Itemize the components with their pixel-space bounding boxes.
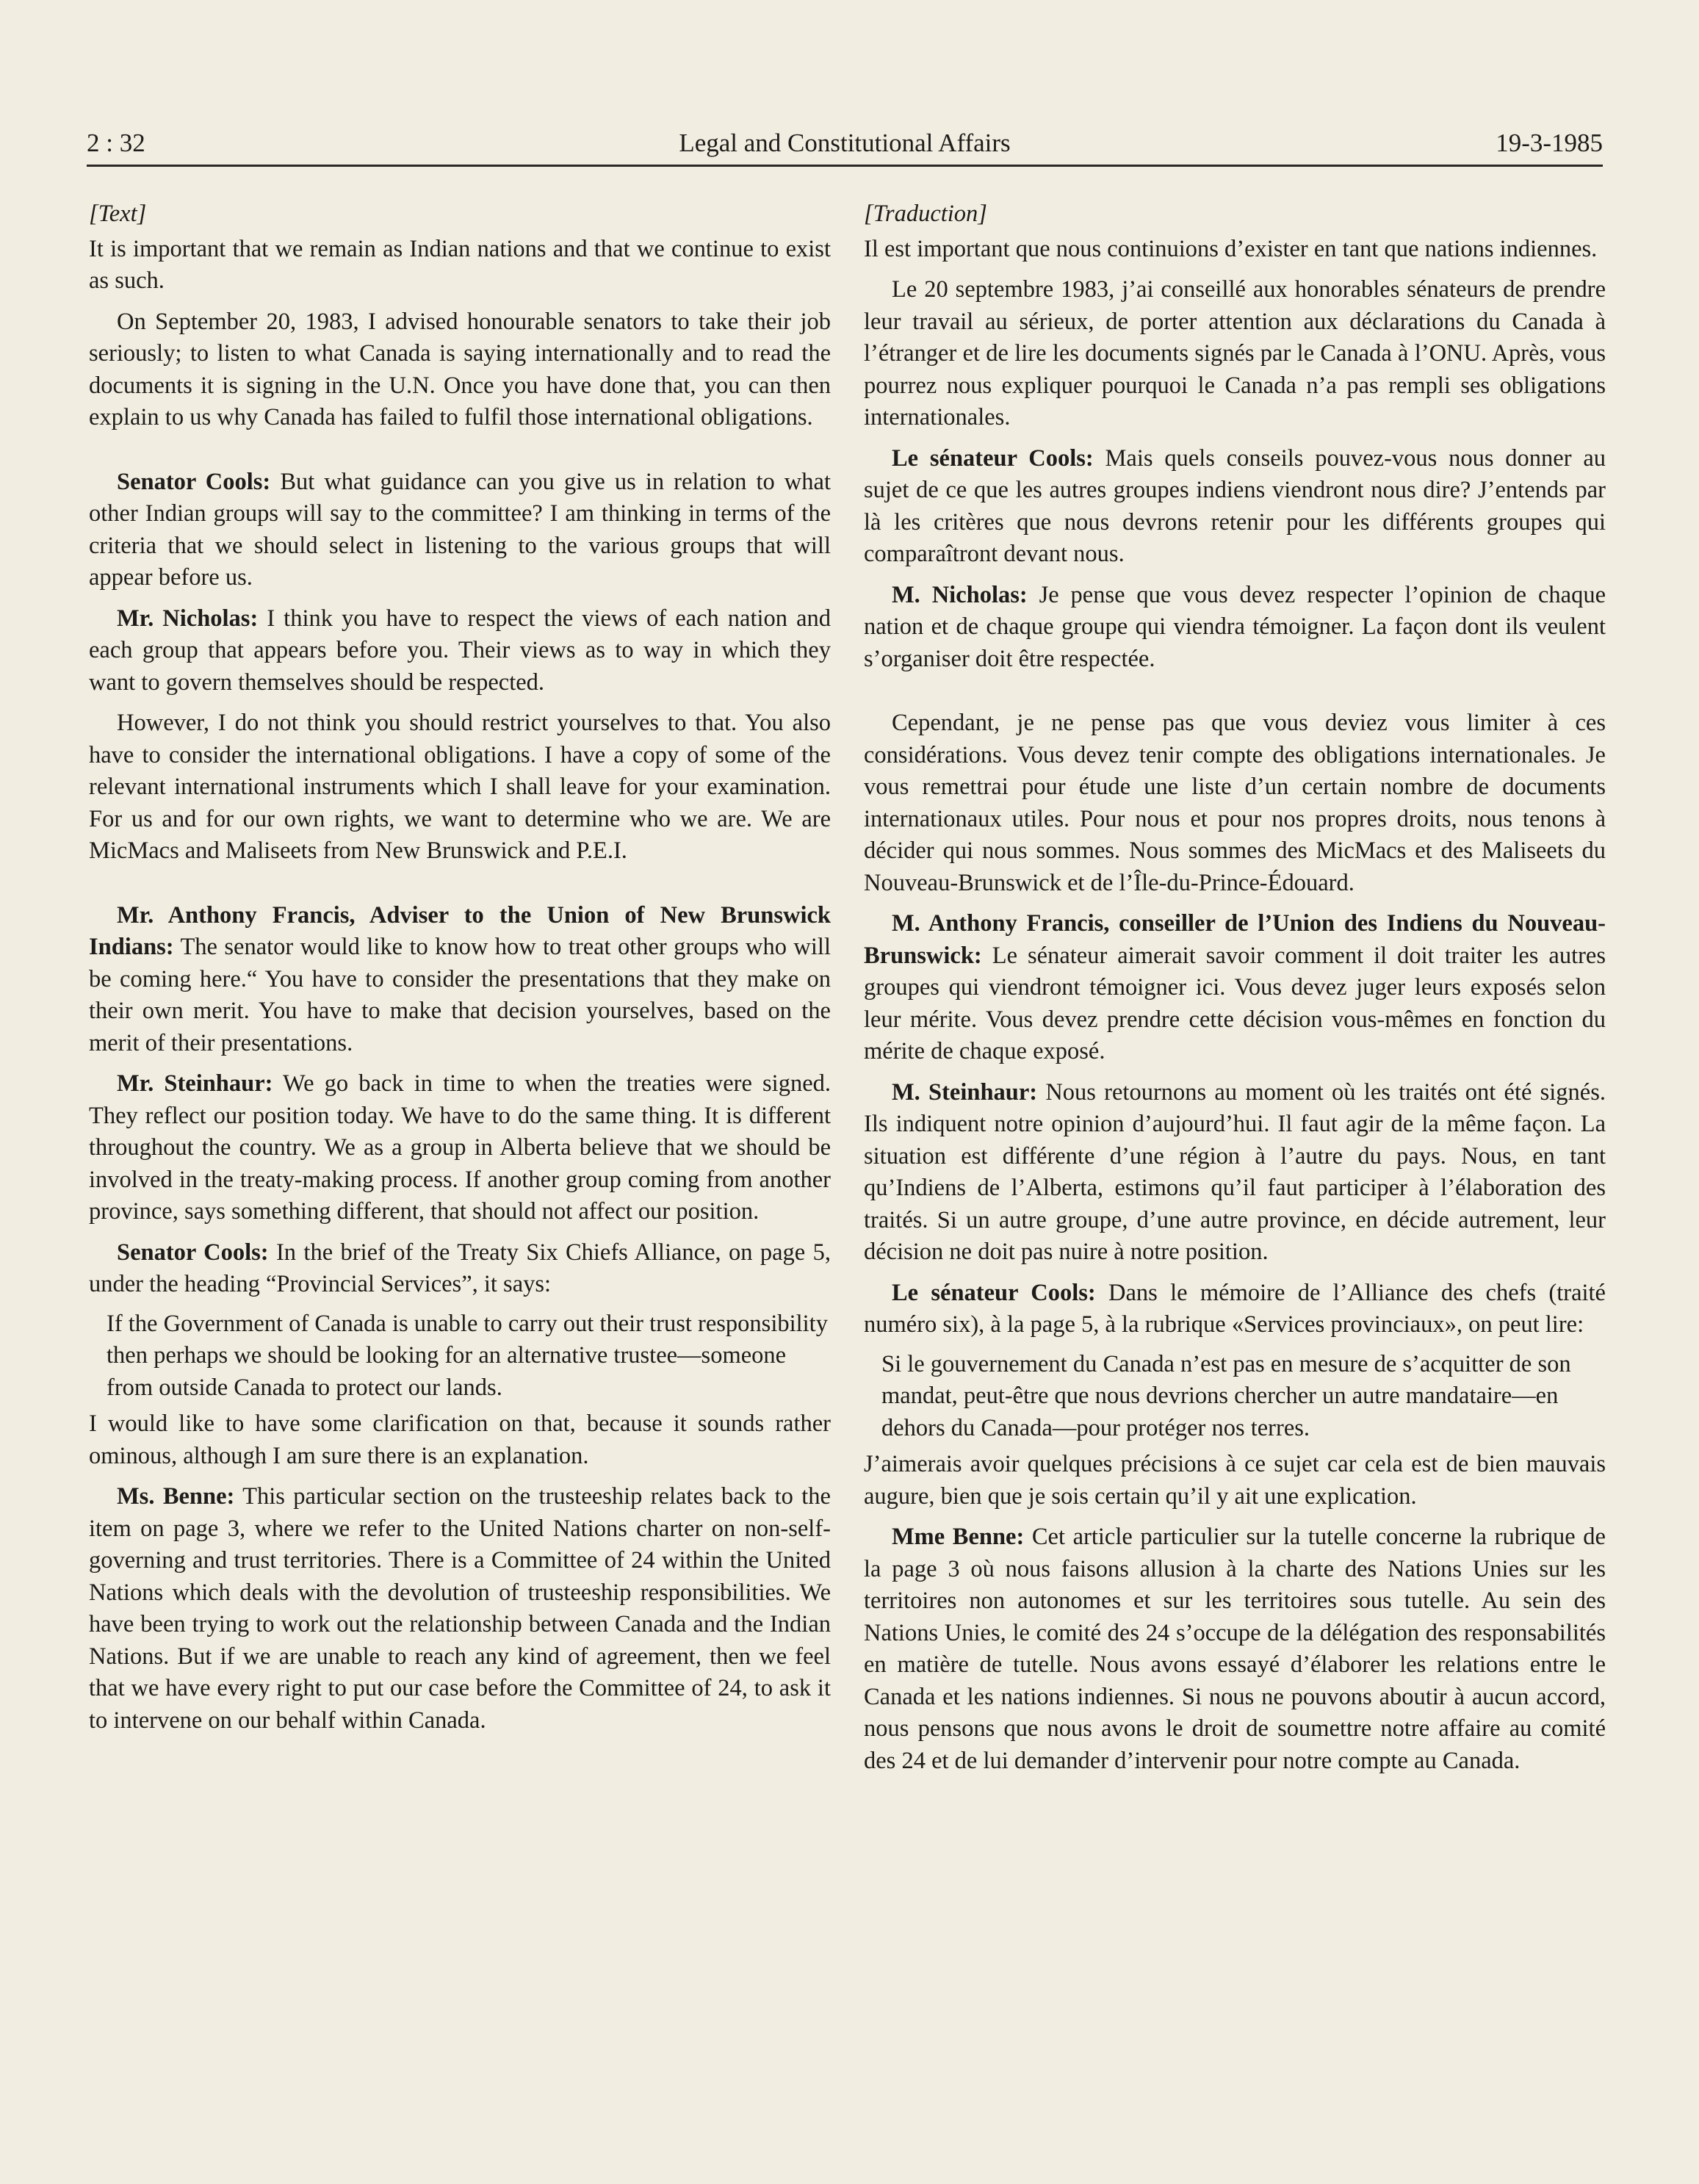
speaker-name: M. Anthony Francis, conseiller de l’Union des Indiens du Nouveau-Brunswick: [864, 910, 1606, 969]
speaker-name: Le sénateur Cools: [892, 444, 1094, 472]
speaker-name: M. Nicholas: [892, 581, 1028, 608]
paragraph: M. Steinhaur: Nous retournons au moment où les traités ont été signés. Ils indiquent notre opinion d’aujourd’hui. Il faut agir de la même façon. La situation est différente d’une région à l’autre du pays. Nous, en tant qu’Indiens de l’Alberta, estimons qu’il faut participer à l’élaboration des traités. Si un autre groupe, d’une autre province, en décide autrement, leur décision ne doit pas nuire à notre position. [864, 1078, 1606, 1265]
block-quote: Si le gouvernement du Canada n’est pas en mesure de s’acquitter de son mandat, peut-être que nous devrions chercher un autre mandataire—en dehors du Canada—pour protéger nos terres. [881, 1350, 1571, 1441]
speaker-name: Senator Cools: [117, 468, 271, 495]
speaker-name: Senator Cools: [117, 1239, 269, 1266]
speaker-name: Le sénateur Cools: [892, 1279, 1096, 1306]
header-rule [87, 165, 1603, 167]
speaker-name: Ms. Benne: [117, 1483, 235, 1510]
speaker-name: Mr. Steinhaur: [117, 1070, 273, 1097]
paragraph: Le 20 septembre 1983, j’ai conseillé aux honorables sénateurs de prendre leur travail au sérieux, de porter attention aux déclarations du Canada à l’étranger et de lire les documents signés par le Canada à l’ONU. Après, vous pourrez nous expliquer pourquoi le Canada n’a pas rempli ses obligations internationales. [864, 276, 1606, 430]
speaker-name: Mme Benne: [892, 1524, 1025, 1550]
block-quote: If the Government of Canada is unable to carry out their trust responsibility then perhaps we should be looking for an alternative trustee—someone from outside Canada to protect our lands. [107, 1310, 828, 1401]
paragraph: Le sénateur Cools: Dans le mémoire de l’Alliance des chefs (traité numéro six), à la page 5, à la rubrique «Services provinciaux», on peut lire: [864, 1279, 1606, 1338]
running-header [87, 125, 1603, 166]
text-marker: [Text] [89, 201, 147, 227]
paragraph: Il est important que nous continuions d’exister en tant que nations indiennes. [864, 235, 1598, 262]
speaker-name: Mr. Anthony Francis, Adviser to the Union of New Brunswick Indians: [89, 901, 831, 960]
paragraph: Mr. Nicholas: I think you have to respect the views of each nation and each group that appears before you. Their views as to way in which they want to govern themselves should be respected. [89, 605, 831, 696]
english-column [89, 198, 831, 2079]
header-title: Legal and Constitutional Affairs [679, 129, 1011, 157]
speaker-name: Mr. Nicholas: [117, 605, 259, 632]
french-column [864, 198, 1606, 2079]
paragraph: Mr. Steinhaur: We go back in time to when the treaties were signed. They reflect our position today. We have to do the same thing. It is different throughout the country. We as a group in Alberta believe that we should be involved in the treaty-making process. If another group coming from another province, says something different, that should not affect our position. [89, 1070, 831, 1225]
paragraph: Mr. Anthony Francis, Adviser to the Union of New Brunswick Indians: The senator would like to know how to treat other groups who will be coming here.“ You have to consider the presentations that they make on their own merit. You have to make that decision yourselves, based on the merit of their presentations. [89, 901, 831, 1056]
paragraph: Ms. Benne: This particular section on the trusteeship relates back to the item on page 3, where we refer to the United Nations charter on non-self-governing and trust territories. There is a Committee of 24 within the United Nations which deals with the devolution of trusteeship responsibilities. We have been trying to work out the relationship between Canada and the Indian Nations. But if we are unable to reach any kind of agreement, then we feel that we have every right to put our case before the Committee of 24, to ask it to intervene on our behalf within Canada. [89, 1483, 831, 1734]
paragraph: However, I do not think you should restrict yourselves to that. You also have to consider the international obligations. I have a copy of some of the relevant international instruments which I shall leave for your examination. For us and for our own rights, we want to determine who we are. We are MicMacs and Maliseets from New Brunswick and P.E.I. [89, 710, 831, 864]
paragraph: Senator Cools: But what guidance can you give us in relation to what other Indian groups will say to the committee? I am thinking in terms of the criteria that we should select in listening to the various groups that will appear before us. [89, 468, 831, 591]
paragraph: Mme Benne: Cet article particulier sur la tutelle concerne la rubrique de la page 3 où nous faisons allusion à la charte des Nations Unies sur les territoires non autonomes et sur les territoires sous tutelle. Au sein des Nations Unies, le comité des 24 s’occupe de la délégation des responsabilités en matière de tutelle. Nous avons essayé d’élaborer les relations entre le Canada et les nations indiennes. Si nous ne pouvons aboutir à aucun accord, nous pensons que nous avons le droit de soumettre notre affaire au comité des 24 et de lui demander d’intervenir pour notre compte au Canada. [864, 1524, 1606, 1774]
paragraph: Senator Cools: In the brief of the Treaty Six Chiefs Alliance, on page 5, under the heading “Provincial Services”, it says: [89, 1239, 831, 1297]
paragraph: Cependant, je ne pense pas que vous deviez vous limiter à ces considérations. Vous devez tenir compte des obligations internationales. Je vous remettrai pour étude une liste d’un certain nombre de documents internationaux utiles. Pour nous et pour nos propres droits, nous tenons à décider qui nous sommes. Nous sommes des MicMacs et des Maliseets du Nouveau-Brunswick et de l’Île-du-Prince-Édouard. [864, 710, 1606, 896]
paragraph: M. Anthony Francis, conseiller de l’Union des Indiens du Nouveau-Brunswick: Le sénateur aimerait savoir comment il doit traiter les autres groupes qui viendront témoigner ici. Vous devez juger leurs exposés selon leur mérite. Vous devez prendre cette décision vous-mêmes en fonction du mérite de chaque exposé. [864, 910, 1606, 1064]
paragraph: I would like to have some clarification on that, because it sounds rather ominous, although I am sure there is an explanation. [89, 1410, 831, 1469]
text-marker: [Traduction] [864, 201, 987, 227]
paragraph: Le sénateur Cools: Mais quels conseils pouvez-vous nous donner au sujet de ce que les autres groupes indiens viendront nous dire? J’entends par là les critères que nous devrons retenir pour les différents groupes qui comparaîtront devant nous. [864, 444, 1606, 567]
paragraph: J’aimerais avoir quelques précisions à ce sujet car cela est de bien mauvais augure, bien que je sois certain qu’il y ait une explication. [864, 1451, 1606, 1510]
paragraph: On September 20, 1983, I advised honourable senators to take their job seriously; to listen to what Canada is saying internationally and to read the documents it is signing in the U.N. Once you have done that, you can then explain to us why Canada has failed to fulfil those international obligations. [89, 308, 831, 430]
speaker-name: M. Steinhaur: [892, 1078, 1038, 1106]
paragraph: It is important that we remain as Indian nations and that we continue to exist as such. [89, 235, 831, 294]
page-number: 2 : 32 [87, 129, 145, 157]
header-date: 19-3-1985 [1496, 129, 1603, 157]
paragraph: M. Nicholas: Je pense que vous devez respecter l’opinion de chaque nation et de chaque groupe qui viendra témoigner. La façon dont ils veulent s’organiser doit être respectée. [864, 581, 1606, 672]
